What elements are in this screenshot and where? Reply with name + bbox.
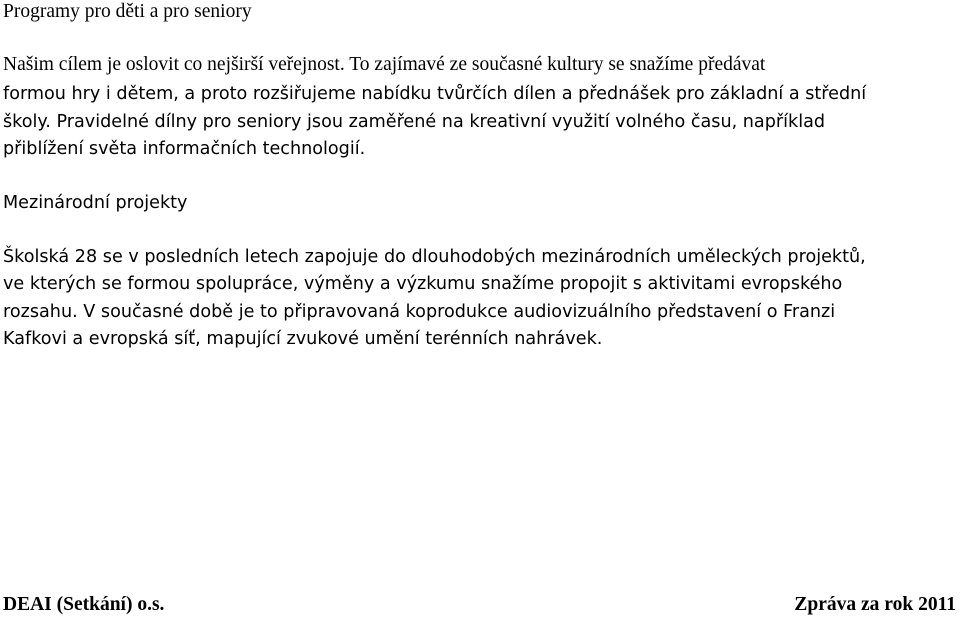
paragraph-line: Našim cílem je oslovit co nejširší veřejnost. To zajímavé ze současné kultury se snažíme předávat xyxy=(3,54,766,75)
paragraph-line: Kafkovi a evropská síť, mapující zvukové umění terénních nahrávek. xyxy=(3,329,603,349)
paragraph-line: ve kterých se formou spolupráce, výměny a výzkumu snažíme propojit s aktivitami evropského xyxy=(3,274,843,294)
paragraph-line: formou hry i dětem, a proto rozšiřujeme nabídku tvůrčích dílen a přednášek pro základní a střední xyxy=(3,84,867,104)
paragraph-line: přiblížení světa informačních technologií. xyxy=(3,139,366,159)
paragraph-line: školy. Pravidelné dílny pro seniory jsou zaměřené na kreativní využití volného času, například xyxy=(3,112,826,132)
paragraph-line: rozsahu. V současné době je to připravovaná koprodukce audiovizuálního představení o Franzi xyxy=(3,302,836,322)
footer-report-title: Zpráva za rok 2011 xyxy=(794,594,956,615)
section-heading-programs: Programy pro děti a pro seniory xyxy=(3,1,252,22)
paragraph-line: Školská 28 se v posledních letech zapojuje do dlouhodobých mezinárodních uměleckých projektů, xyxy=(3,247,866,267)
section-heading-international: Mezinárodní projekty xyxy=(3,193,188,213)
footer-organization: DEAI (Setkání) o.s. xyxy=(3,594,165,615)
